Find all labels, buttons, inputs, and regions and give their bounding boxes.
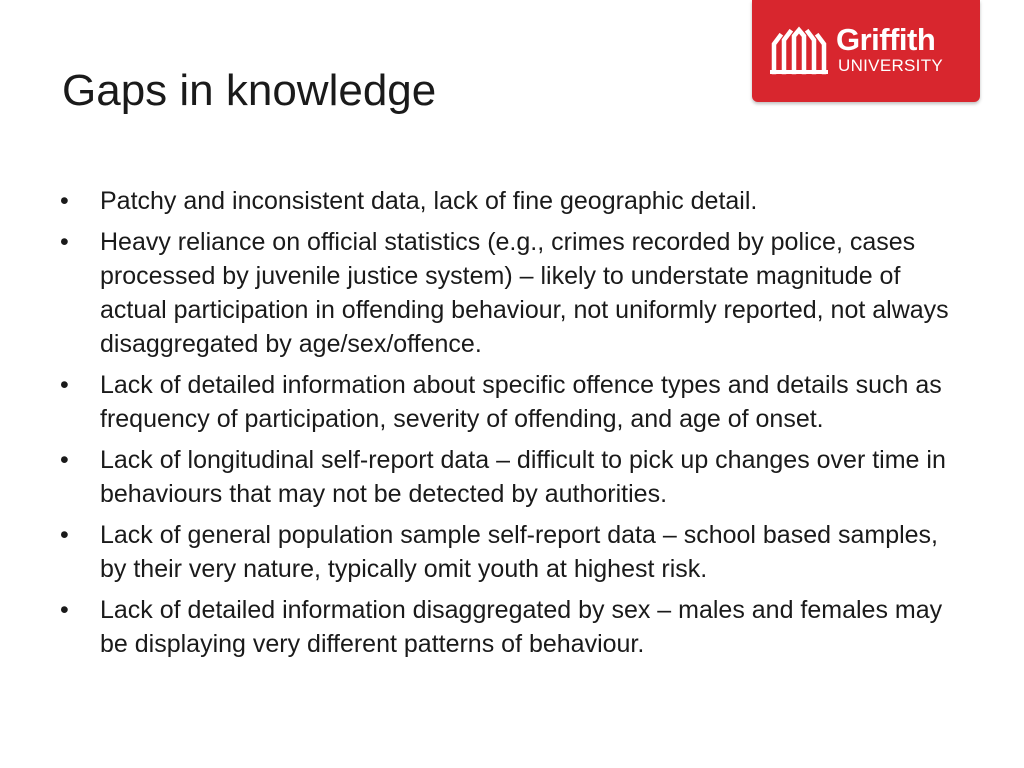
bullet-marker: • — [60, 228, 69, 256]
bullet-marker: • — [60, 596, 69, 624]
bullet-text: Lack of longitudinal self-report data – difficult to pick up changes over time in behaviours that may not be detected by authorities. — [100, 446, 946, 508]
bullet-text: Lack of general population sample self-report data – school based samples, by their very nature, typically omit youth at highest risk. — [100, 521, 939, 583]
bullet-marker: • — [60, 521, 69, 549]
slide-title: Gaps in knowledge — [62, 66, 437, 115]
bullet-item — [58, 184, 968, 218]
bullet-text: Heavy reliance on official statistics (e.g., crimes recorded by police, cases processed by juvenile justice system) – likely to understate magnitude of actual participation in offending behaviour, not uniformly reported, not always disaggregated by age/sex/offence. — [100, 228, 949, 358]
logo-name: Griffith — [836, 22, 936, 57]
bullet-marker: • — [60, 446, 69, 474]
bullet-item — [58, 443, 968, 511]
logo-subtitle: UNIVERSITY — [838, 56, 944, 75]
bullet-marker: • — [60, 187, 69, 215]
bullet-marker: • — [60, 371, 69, 399]
bullet-item — [58, 518, 968, 586]
bullet-item — [58, 368, 968, 436]
bullet-list — [58, 184, 968, 668]
bullet-item — [58, 225, 968, 361]
bullet-text: Lack of detailed information disaggregated by sex – males and females may be displaying very different patterns of behaviour. — [100, 596, 943, 658]
bullet-item — [58, 593, 968, 661]
griffith-university-logo — [752, 0, 980, 102]
bullet-text: Patchy and inconsistent data, lack of fine geographic detail. — [100, 187, 758, 215]
bullet-text: Lack of detailed information about specific offence types and details such as frequency of participation, severity of offending, and age of onset. — [100, 371, 942, 433]
griffith-logo-mark-icon — [768, 26, 830, 76]
